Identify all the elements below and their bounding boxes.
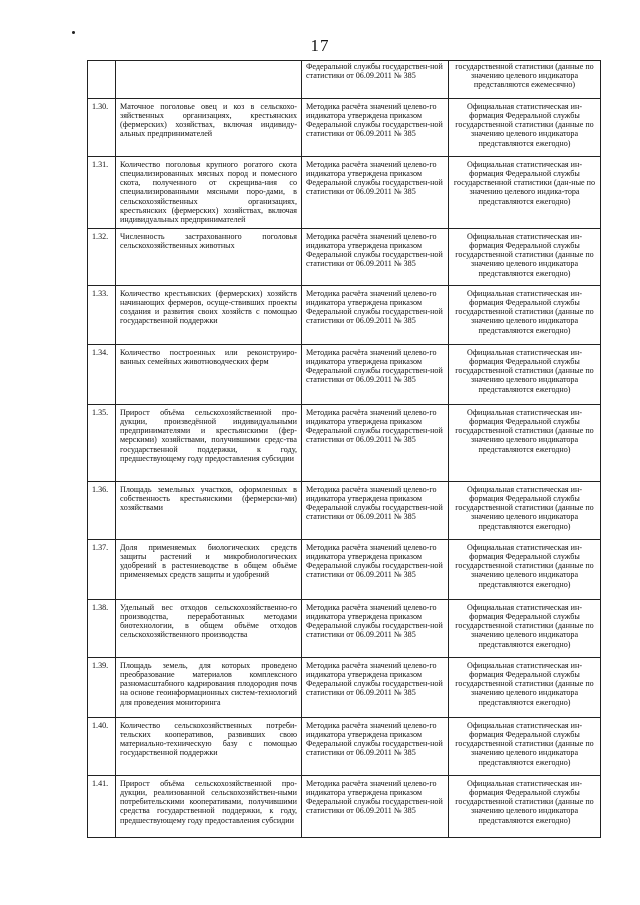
row-number: 1.30. — [88, 99, 116, 157]
row-number: 1.36. — [88, 481, 116, 539]
calculation-method: Методика расчёта значений целево-го индикатора утверждена приказом Федеральной службы государствен-ной статистики от 06.09.2011 № 385 — [302, 481, 449, 539]
table-row — [88, 99, 601, 157]
row-number: 1.32. — [88, 228, 116, 285]
row-number: 1.34. — [88, 344, 116, 404]
source-cell: государственной статистики (данные по значению целевого индикатора представляются ежемесячно) — [449, 61, 601, 99]
indicator-name: Прирост объёма сельскохозяйственной про-дукции, произведённой индивидуальными предпринимателями и крестьянскими (фер-мерскими) хозяйствами, получившими средс-тва государственной поддержки, к году, предшествующему году предоставления субсидии — [116, 404, 302, 481]
table-row — [88, 285, 601, 344]
table-row — [88, 344, 601, 404]
indicator-name-cell — [116, 61, 302, 99]
indicator-table — [87, 60, 601, 838]
table-row — [88, 228, 601, 285]
table-row — [88, 717, 601, 775]
indicator-name: Площадь земельных участков, оформленных в собственность крестьянскими (фермерски-ми) хозяйствами — [116, 481, 302, 539]
row-number: 1.41. — [88, 775, 116, 837]
table-row — [88, 539, 601, 599]
table-row — [88, 599, 601, 657]
indicator-name: Количество крестьянских (фермерских) хозяйств начинающих фермеров, осуще-ствивших проекты создания и развития своих хозяйств с помощью государственной поддержки — [116, 285, 302, 344]
row-number: 1.31. — [88, 157, 116, 229]
calculation-method: Методика расчёта значений целево-го индикатора утверждена приказом Федеральной службы государствен-ной статистики от 06.09.2011 № 385 — [302, 775, 449, 837]
calculation-method: Методика расчёта значений целево-го индикатора утверждена приказом Федеральной службы государствен-ной статистики от 06.09.2011 № 385 — [302, 657, 449, 717]
row-number: 1.40. — [88, 717, 116, 775]
page-number: 17 — [310, 36, 330, 55]
indicator-name: Количество построенных или реконструиро-ванных семейных животноводческих ферм — [116, 344, 302, 404]
data-source: Официальная статистическая ин-формация Федеральной службы государственной статистики (данные по значению целевого индикатора представляются ежегодно) — [449, 404, 601, 481]
data-source: Официальная статистическая ин-формация Федеральной службы государственной статистики (данные по значению целевого индикатора представляются ежегодно) — [449, 539, 601, 599]
calculation-method: Методика расчёта значений целево-го индикатора утверждена приказом Федеральной службы государствен-ной статистики от 06.09.2011 № 385 — [302, 539, 449, 599]
indicator-name: Количество поголовья крупного рогатого скота специализированных мясных пород и помесного скота, полученного от скрещива-ния со специализированными мясными поро-дами, в сельскохозяйственных организациях, крестьянских (фермерских) хозяйствах, включая индивидуальных предпринимателей — [116, 157, 302, 229]
data-source: Официальная статистическая ин-формация Федеральной службы государственной статистики (дан-ные по значению целевого индика-тора представляются ежегодно) — [449, 157, 601, 229]
data-source: Официальная статистическая ин-формация Федеральной службы государственной статистики (данные по значению целевого индикатора представляются ежегодно) — [449, 599, 601, 657]
indicator-name: Численность застрахованного поголовья сельскохозяйственных животных — [116, 228, 302, 285]
data-source: Официальная статистическая ин-формация Федеральной службы государственной статистики (данные по значению целевого индикатора представляются ежегодно) — [449, 657, 601, 717]
calculation-method: Методика расчёта значений целево-го индикатора утверждена приказом Федеральной службы государствен-ной статистики от 06.09.2011 № 385 — [302, 228, 449, 285]
table-row — [88, 157, 601, 229]
indicator-name: Доля применяемых биологических средств защиты растений и микробиологических удобрений в растениеводстве в общем объёме применяемых средств защиты и удобрений — [116, 539, 302, 599]
row-number: 1.35. — [88, 404, 116, 481]
calculation-method: Методика расчёта значений целево-го индикатора утверждена приказом Федеральной службы государствен-ной статистики от 06.09.2011 № 385 — [302, 99, 449, 157]
row-number: 1.37. — [88, 539, 116, 599]
data-source: Официальная статистическая ин-формация Федеральной службы государственной статистики (данные по значению целевого индикатора представляются ежегодно) — [449, 775, 601, 837]
indicator-name: Площадь земель, для которых проведено преобразование материалов комплексного разномасштабного кадрирования плодородия почв на основе геоинформационных систем-технологий для проведения мониторинга — [116, 657, 302, 717]
calculation-method: Методика расчёта значений целево-го индикатора утверждена приказом Федеральной службы государствен-ной статистики от 06.09.2011 № 385 — [302, 404, 449, 481]
row-number: 1.38. — [88, 599, 116, 657]
calculation-method: Методика расчёта значений целево-го индикатора утверждена приказом Федеральной службы государствен-ной статистики от 06.09.2011 № 385 — [302, 599, 449, 657]
table-row-continuation — [88, 61, 601, 99]
table-row — [88, 481, 601, 539]
calculation-method: Методика расчёта значений целево-го индикатора утверждена приказом Федеральной службы государствен-ной статистики от 06.09.2011 № 385 — [302, 717, 449, 775]
row-number: 1.39. — [88, 657, 116, 717]
calculation-method: Методика расчёта значений целево-го индикатора утверждена приказом Федеральной службы государствен-ной статистики от 06.09.2011 № 385 — [302, 285, 449, 344]
indicator-name: Маточное поголовье овец и коз в сельскохо-зяйственных организациях, крестьянских (фермерских) хозяйствах, включая индивиду-альных предпринимателей — [116, 99, 302, 157]
calculation-method: Методика расчёта значений целево-го индикатора утверждена приказом Федеральной службы государствен-ной статистики от 06.09.2011 № 385 — [302, 344, 449, 404]
row-number: 1.33. — [88, 285, 116, 344]
data-source: Официальная статистическая ин-формация Федеральной службы государственной статистики (данные по значению целевого индикатора представляются ежегодно) — [449, 481, 601, 539]
table-row — [88, 404, 601, 481]
indicator-name: Прирост объёма сельскохозяйственной про-дукции, реализованной сельскохозяйствен-ными потребительскими кооперативами, получившими средства государственной поддержки, к году, предшествующему году предоставления субсидии — [116, 775, 302, 837]
indicator-name: Удельный вес отходов сельскохозяйственно-го производства, переработанных методами биотехнологии, в общем объёме отходов сельскохозяйственного производства — [116, 599, 302, 657]
table-row — [88, 775, 601, 837]
scan-speck — [72, 31, 75, 34]
indicator-name: Количество сельскохозяйственных потреби-тельских кооперативов, развивших свою материально-техническую базу с помощью государственной поддержки — [116, 717, 302, 775]
data-source: Официальная статистическая ин-формация Федеральной службы государственной статистики (данные по значению целевого индикатора представляются ежегодно) — [449, 717, 601, 775]
data-source: Официальная статистическая ин-формация Федеральной службы государственной статистики (данные по значению целевого индикатора представляются ежегодно) — [449, 99, 601, 157]
row-number-cell — [88, 61, 116, 99]
method-cell: Федеральной службы государствен-ной статистики от 06.09.2011 № 385 — [302, 61, 449, 99]
table-row — [88, 657, 601, 717]
data-source: Официальная статистическая ин-формация Федеральной службы государственной статистики (данные по значению целевого индикатора представляются ежегодно) — [449, 344, 601, 404]
calculation-method: Методика расчёта значений целево-го индикатора утверждена приказом Федеральной службы государствен-ной статистики от 06.09.2011 № 385 — [302, 157, 449, 229]
data-source: Официальная статистическая ин-формация Федеральной службы государственной статистики (данные по значению целевого индикатора представляются ежегодно) — [449, 285, 601, 344]
data-source: Официальная статистическая ин-формация Федеральной службы государственной статистики (данные по значению целевого индикатора представляются ежегодно) — [449, 228, 601, 285]
